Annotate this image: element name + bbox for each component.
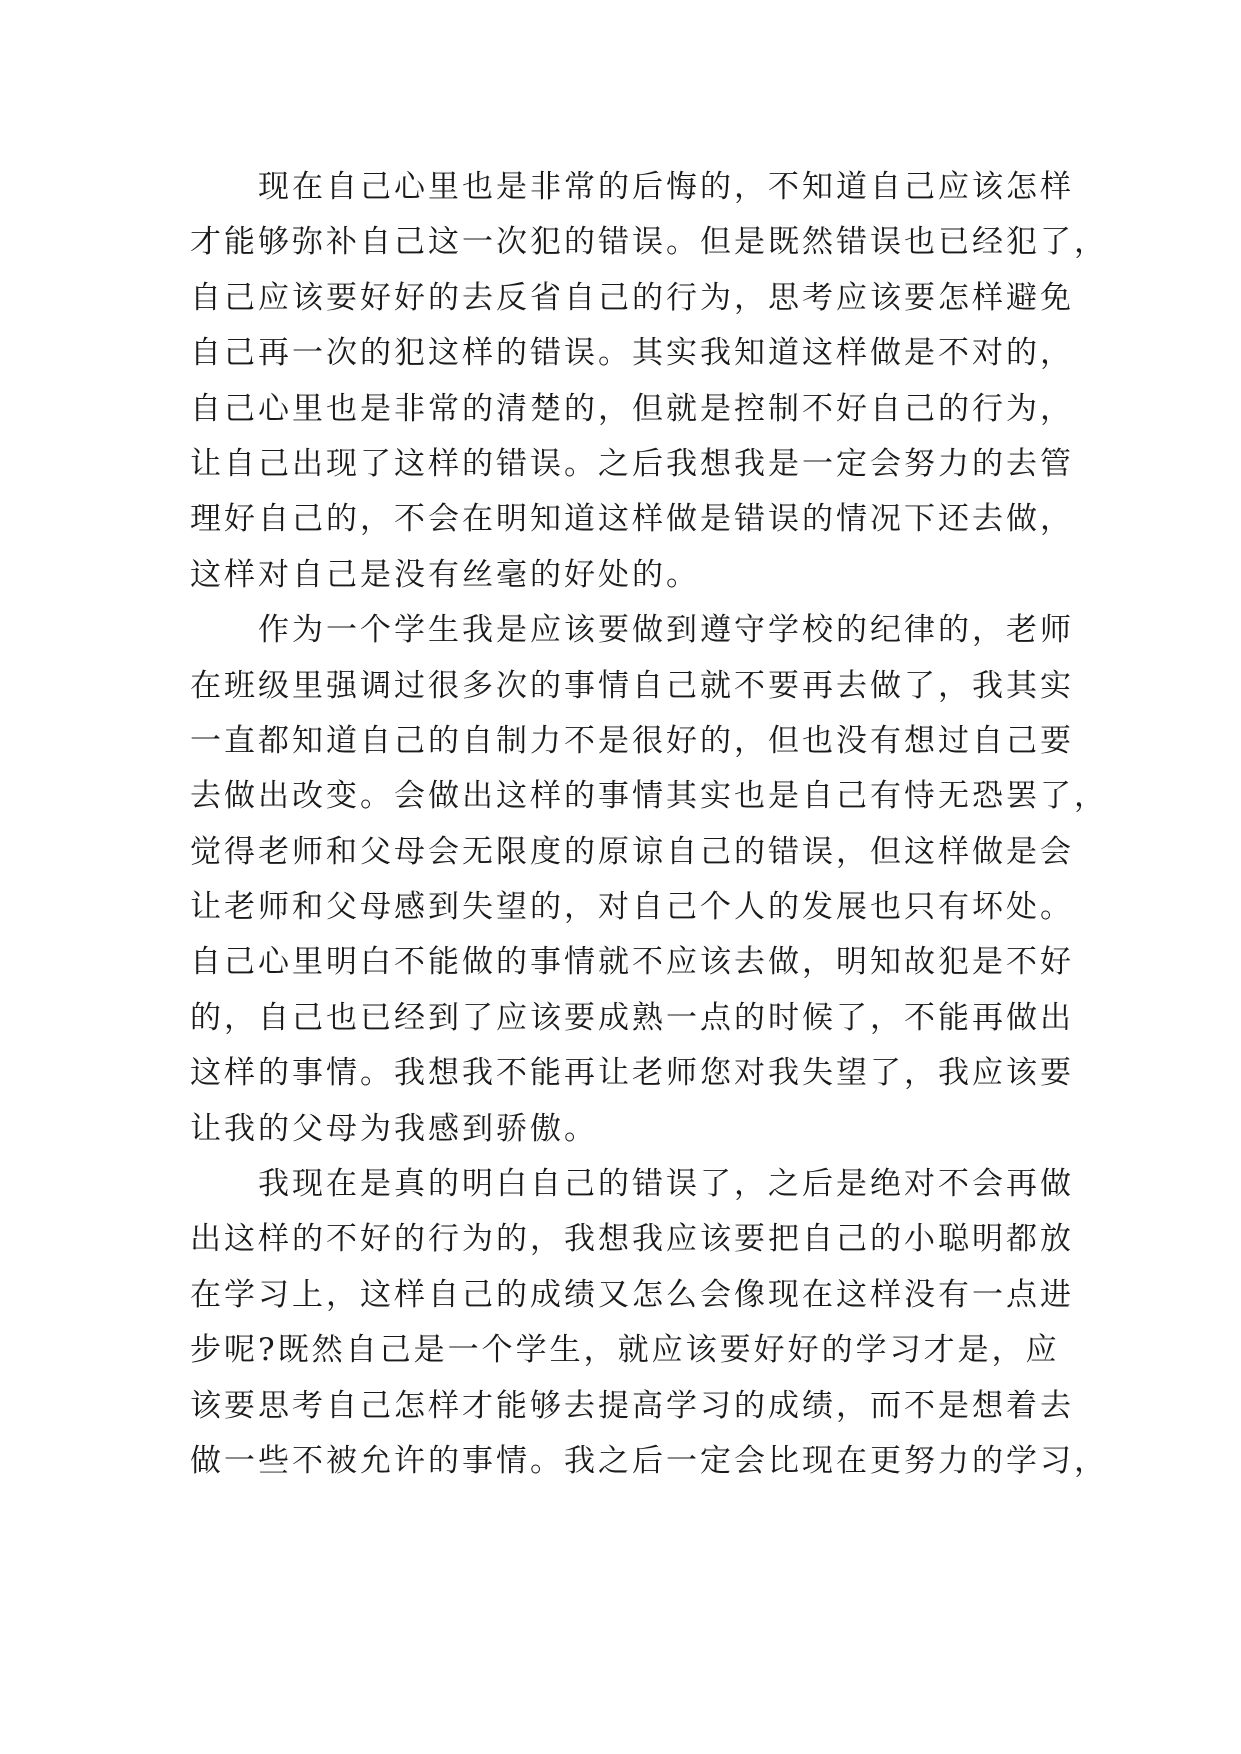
paragraph-3-line-6: 做一些不被允许的事情。我之后一定会比现在更努力的学习， [190, 1442, 1108, 1479]
paragraph-2-line-7: 自己心里明白不能做的事情就不应该去做，明知故犯是不好 [190, 944, 1074, 981]
paragraph-1-line-2: 才能够弥补自己这一次犯的错误。但是既然错误也已经犯了， [190, 224, 1108, 261]
paragraph-3-line-4: 步呢?既然自己是一个学生，就应该要好好的学习才是，应 [190, 1332, 1060, 1369]
paragraph-2-line-6: 让老师和父母感到失望的，对自己个人的发展也只有坏处。 [190, 889, 1074, 926]
paragraph-1-line-4: 自己再一次的犯这样的错误。其实我知道这样做是不对的， [190, 335, 1074, 372]
paragraph-1-line-6: 让自己出现了这样的错误。之后我想我是一定会努力的去管 [190, 445, 1074, 482]
paragraph-2-line-10: 让我的父母为我感到骄傲。 [190, 1110, 598, 1147]
paragraph-2-line-4: 去做出改变。会做出这样的事情其实也是自己有恃无恐罢了， [190, 778, 1108, 815]
paragraph-3-line-3: 在学习上，这样自己的成绩又怎么会像现在这样没有一点进 [190, 1276, 1074, 1313]
paragraph-1-line-7: 理好自己的，不会在明知道这样做是错误的情况下还去做， [190, 501, 1074, 538]
paragraph-2-line-5: 觉得老师和父母会无限度的原谅自己的错误，但这样做是会 [190, 833, 1074, 870]
paragraph-2-line-2: 在班级里强调过很多次的事情自己就不要再去做了，我其实 [190, 667, 1074, 704]
paragraph-2-line-8: 的，自己也已经到了应该要成熟一点的时候了，不能再做出 [190, 999, 1074, 1036]
paragraph-3-line-2: 出这样的不好的行为的，我想我应该要把自己的小聪明都放 [190, 1221, 1074, 1258]
paragraph-1-line-1: 现在自己心里也是非常的后悔的，不知道自己应该怎样 [258, 169, 1074, 205]
paragraph-1-line-3: 自己应该要好好的去反省自己的行为，思考应该要怎样避免 [190, 279, 1074, 316]
paragraph-3-line-5: 该要思考自己怎样才能够去提高学习的成绩，而不是想着去 [190, 1387, 1074, 1424]
paragraph-2-line-9: 这样的事情。我想我不能再让老师您对我失望了，我应该要 [190, 1055, 1074, 1092]
paragraph-3-line-1: 我现在是真的明白自己的错误了，之后是绝对不会再做 [258, 1166, 1074, 1203]
paragraph-1-line-8: 这样对自己是没有丝毫的好处的。 [190, 556, 700, 593]
document-body [190, 160, 1108, 1489]
paragraph-2-line-3: 一直都知道自己的自制力不是很好的，但也没有想过自己要 [190, 722, 1074, 759]
paragraph-1-line-5: 自己心里也是非常的清楚的，但就是控制不好自己的行为， [190, 390, 1074, 427]
paragraph-2-line-1: 作为一个学生我是应该要做到遵守学校的纪律的，老师 [258, 612, 1074, 649]
